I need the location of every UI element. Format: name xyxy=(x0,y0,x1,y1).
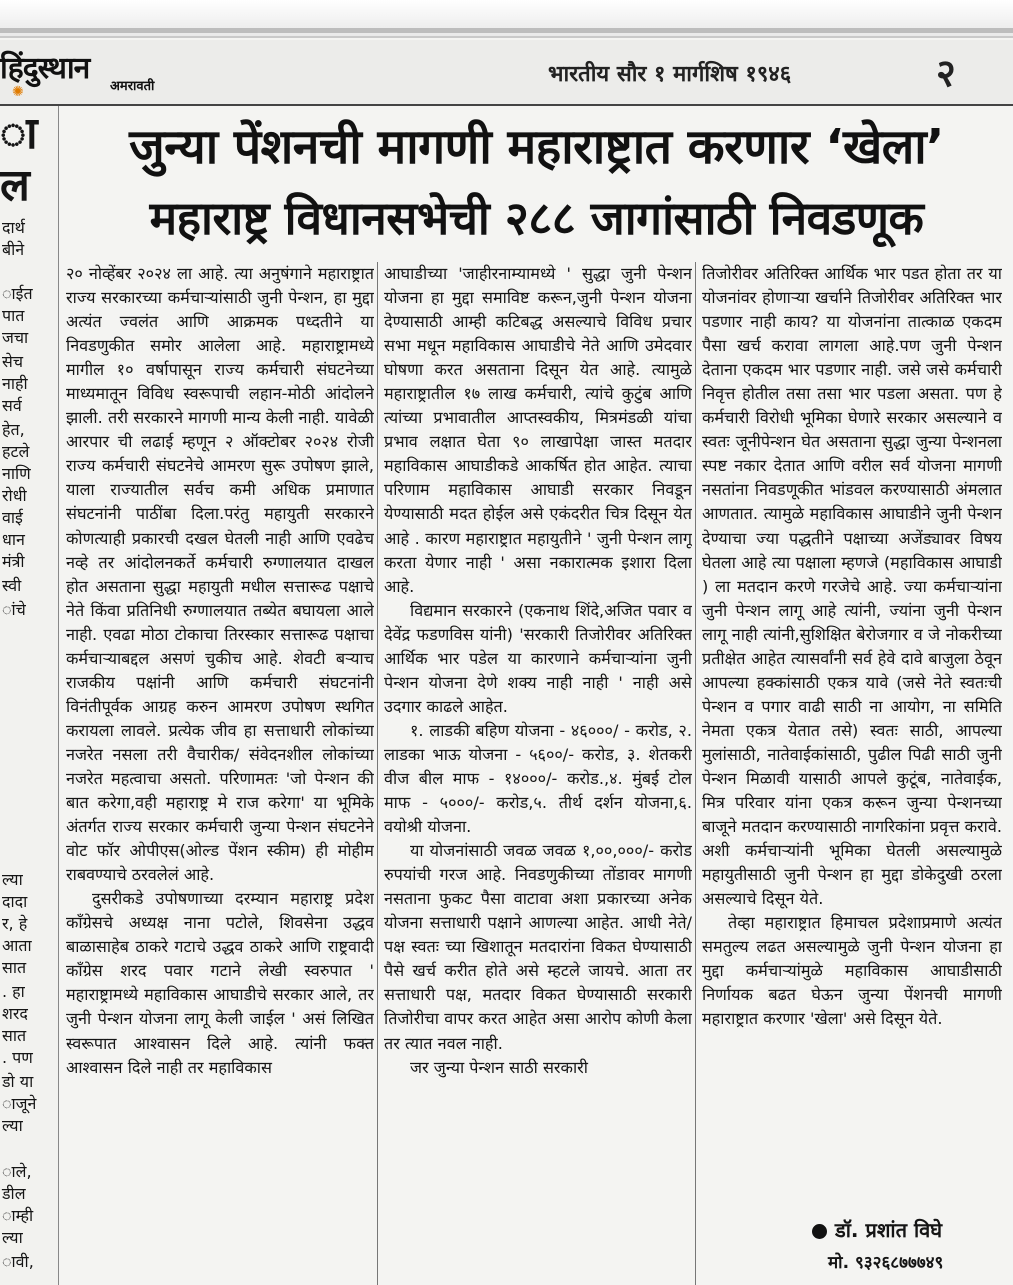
paragraph: या योजनांसाठी जवळ जवळ १,००,०००/- करोड रुपयांची गरज आहे. निवडणुकीच्या तोंडावर मागणी नसताना फुकट पैसा वाटावा अशा प्रकारच्या अनेक योजना सत्ताधारी पक्षाने आणल्या आहेत. आधी नेते/ पक्ष स्वतः च्या खिशातून मतदारांना विकत घेण्यासाठी पैसे खर्च करीत होते असे म्हटले जायचे. आता तर सत्ताधारी पक्ष, मतदार विकत घेण्यासाठी सरकारी तिजोरीचा वापर करत आहेत असा आरोप कोणी केला तर त्यात नवल नाही. xyxy=(384,841,692,1053)
strip-text-fragment: ल्या xyxy=(2,1116,23,1135)
strip-text-fragment: ल्या xyxy=(2,1228,23,1247)
strip-text-fragment: आता xyxy=(2,936,32,955)
adjacent-article-strip xyxy=(0,106,59,1285)
strip-text-fragment: धान xyxy=(2,530,25,549)
strip-text-fragment: पात xyxy=(2,306,25,325)
author-byline xyxy=(812,1216,942,1243)
strip-text-fragment: स्वी xyxy=(2,576,22,595)
paragraph: आघाडीच्या 'जाहीरनाम्यामध्ये ' सुद्धा जुनी पेन्शन योजना हा मुद्दा समाविष्ट करून,जुनी पेन्शन योजना देण्यासाठी आम्ही कटिबद्ध असल्याचे विविध प्रचार सभा मधून महाविकास आघाडीचे नेते आणि उमेदवार घोषणा करत असताना दिसून येत आहे. त्यामुळे महाराष्ट्रातील १७ लाख कर्मचारी, त्यांचे कुटुंब आणि त्यांच्या प्रभावातील आप्तस्वकीय, मित्रमंडळी यांचा प्रभाव लक्षात घेता ९० लाखापेक्षा जास्त मतदार महाविकास आघाडीकडे आकर्षित होत आहेत. त्याचा परिणाम महाविकास आघाडी सरकार निवडून येण्यासाठी मदत होईल असे एकंदरीत चित्र दिसून येत आहे . कारण महाराष्ट्रात महायुतीने ' जुनी पेन्शन लागू करता येणार नाही ' असा नकारात्मक इशारा दिला आहे. xyxy=(384,264,692,596)
strip-text-fragment: सर्व xyxy=(2,396,22,415)
strip-text-fragment: ाम्ही xyxy=(2,1206,34,1225)
bullet-icon xyxy=(812,1224,827,1239)
strip-big-letter: ा xyxy=(0,108,38,159)
strip-big-letter: ल xyxy=(0,160,30,211)
strip-text-fragment: र, हे xyxy=(2,914,28,933)
strip-text-fragment: नाही xyxy=(2,374,28,393)
strip-text-fragment: ाईत xyxy=(2,284,33,303)
page-number: २ xyxy=(936,51,956,95)
strip-text-fragment: रोधी xyxy=(2,486,27,505)
paragraph: २० नोव्हेंबर २०२४ ला आहे. त्या अनुषंगाने महाराष्ट्रात राज्य सरकारच्या कर्मचाऱ्यांसाठी जुनी पेन्शन, हा मुद्दा अत्यंत ज्वलंत आणि आक्रमक पध्दतीने या निवडणुकीत समोर आलेला आहे. महाराष्ट्रामध्ये मागील १० वर्षापासून राज्य कर्मचारी संघटनेच्या माध्यमातून विविध स्वरूपाची लहान-मोठी आंदोलने झाली. तरी सरकारने मागणी मान्य केली नाही. यावेळी आरपार ची लढाई म्हणून २ ऑक्टोबर २०२४ रोजी राज्य कर्मचारी संघटनेचे आमरण सुरू उपोषण झाले, याला राज्यातील सर्वच कमी अधिक प्रमाणात संघटनांनी पाठींबा दिला.परंतु महायुती सरकारने कोणत्याही प्रकारची दखल घेतली नाही आणि एवढेच नव्हे तर आंदोलनकर्ते कर्मचारी रुग्णालयात दाखल होत असताना सुद्धा महायुती मधील सत्तारूढ पक्षाचे नेते किंवा प्रतिनिधी रुग्णालयात तब्येत बघायला आले नाही. एवढा मोठा टोकाचा तिरस्कार सत्तारूढ पक्षाचा कर्मचाऱ्याबद्दल असणं चुकीच आहे. शेवटी बऱ्याच राजकीय पक्षांनी आणि कर्मचारी संघटनांनी विनंतीपूर्वक आग्रह करुन आमरण उपोषण स्थगित करायला लावले. प्रत्येक जीव हा सत्ताधारी लोकांच्या नजरेत नसला तरी वैचारीक/ संवेदनशील लोकांच्या नजरेत महत्वाचा असतो. परिणामतः 'जो पेन्शन की बात करेगा,वही महाराष्ट्र मे राज करेगा' या भूमिके अंतर्गत राज्य सरकार कर्मचारी जुन्या पेन्शन संघटनेने वोट फॉर ओपीएस(ओल्ड पेंशन स्कीम) ही मोहीम राबवण्याचे ठरवलेलं आहे. xyxy=(66,264,374,885)
column-divider xyxy=(695,262,696,1285)
article-column-2 xyxy=(384,262,692,1285)
author-mobile: मो. ९३२६८७७७४९ xyxy=(828,1253,944,1273)
strip-text-fragment: सेच xyxy=(2,352,23,371)
headline-primary: जुन्या पेंशनची मागणी महाराष्ट्रात करणार ‘खेला’ xyxy=(129,119,944,175)
headline-secondary: महाराष्ट्र विधानसभेची २८८ जागांसाठी निवडणूक xyxy=(149,191,924,245)
strip-text-fragment: ल्या xyxy=(2,870,23,889)
strip-text-fragment: शरद xyxy=(2,1004,28,1023)
paragraph: दुसरीकडे उपोषणाच्या दरम्यान महाराष्ट्र प्रदेश काँग्रेसचे अध्यक्ष नाना पटोले, शिवसेना उद्धव बाळासाहेब ठाकरे गटाचे उद्धव ठाकरे आणि राष्ट्रवादी कॉंग्रेस शरद पवार गटाने लेखी स्वरुपात ' महाराष्ट्रामध्ये महाविकास आघाडीचे सरकार आले, तर जुनी पेन्शन योजना लागू केली जाईल ' असं लिखित स्वरूपात आश्वासन दिले आहे. त्यांनी फक्त आश्वासन दिले नाही तर महाविकास xyxy=(66,889,374,1077)
strip-text-fragment: वाई xyxy=(2,508,23,527)
newspaper-brand: हिंदुस्थान xyxy=(0,51,90,86)
strip-text-fragment: . हा xyxy=(2,982,25,1001)
strip-text-fragment: हेत, xyxy=(2,420,25,439)
strip-text-fragment: . पण xyxy=(2,1048,33,1067)
strip-text-fragment: ाले, xyxy=(2,1162,32,1181)
strip-text-fragment: दादा xyxy=(2,892,28,911)
strip-text-fragment: डील xyxy=(2,1184,26,1203)
paragraph: तिजोरीवर अतिरिक्त आर्थिक भार पडत होता तर या योजनांवर होणाऱ्या खर्चाने तिजोरीवर अतिरिक्त भार पडणार नाही काय? या योजनांना तात्काळ एकदम पैसा खर्च करावा लागला आहे.पण जुनी पेन्शन देताना एकदम भार पडणार नाही. जसे जसे कर्मचारी निवृत्त होतील तसा तसा भार पडला असता. पण हे कर्मचारी विरोधी भूमिका घेणारे सरकार असल्याने व स्वतः जूनीपेन्शन घेत असताना सुद्धा जुन्या पेन्शनला स्पष्ट नकार देतात आणि वरील सर्व योजना मागणी नसतांना निवडणूकीत भांडवल करण्यासाठी अंमलात आणतात. त्यामुळे महाविकास आघाडीने जुनी पेन्शन देण्याचा ज्या पद्धतीने पक्षाच्या अजेंड्यावर विषय घेतला आहे त्या पक्षाला म्हणजे (महाविकास आघाडी ) ला मतदान करणे गरजेचे आहे. ज्या कर्मचाऱ्यांना जुनी पेन्शन लागू आहे त्यांनी, ज्यांना जुनी पेन्शन लागू नाही त्यांनी,सुशिक्षित बेरोजगार व जे नोकरीच्या प्रतीक्षेत आहेत त्यासर्वांनी सर्व हेवे दावे बाजुला ठेवून आपल्या हक्कांसाठी एकत्र यावे (जसे नेते स्वतःची पेन्शन व पगार वाढी साठी ना आयोग, ना समिति नेमता एकत्र येतात तसे) स्वतः साठी, आपल्या मुलांसाठी, नातेवाईकांसाठी, पुढील पिढी साठी जुनी पेन्शन मिळावी यासाठी आपले कुटूंब, नातेवाईक, मित्र परिवार यांना एकत्र करून जुन्या पेन्शनच्या बाजूने मतदान करण्यासाठी नागरिकांना प्रवृत्त करावे. अशी कर्मचाऱ्यांनी भूमिका घेतली असल्यामुळे महायुतीसाठी जुनी पेन्शन हा मुद्दा डोकेदुखी ठरला असल्याचे दिसून येते. xyxy=(702,264,1002,909)
top-rule xyxy=(0,28,1013,33)
article-column-1 xyxy=(66,262,374,1285)
strip-text-fragment: मंत्री xyxy=(2,552,25,571)
paragraph: १. लाडकी बहिण योजना - ४६०००/ - करोड, २. लाडका भाऊ योजना - ५६००/- करोड, ३. शेतकरी वीज बील माफ - १४०००/- करोड.,४. मुंबई टोल माफ - ५०००/- करोड,५. तीर्थ दर्शन योजना,६. वयोश्री योजना. xyxy=(384,720,692,837)
strip-text-fragment: ाजूने xyxy=(2,1094,37,1113)
sun-logo-icon: ✺ xyxy=(12,84,24,100)
strip-text-fragment: दार्थ xyxy=(2,218,25,237)
strip-text-fragment: डो या xyxy=(2,1072,34,1091)
strip-text-fragment: ावी, xyxy=(2,1252,34,1271)
author-name: डॉ. प्रशांत विघे xyxy=(835,1218,943,1242)
edition-city: अमरावती xyxy=(110,79,155,94)
strip-text-fragment: सात xyxy=(2,958,27,977)
strip-text-fragment: सात xyxy=(2,1026,27,1045)
strip-text-fragment: नाणि xyxy=(2,464,31,483)
strip-text-fragment: ांचे xyxy=(2,600,26,619)
masthead xyxy=(0,40,1013,106)
paragraph: जर जुन्या पेन्शन साठी सरकारी xyxy=(410,1057,588,1077)
strip-text-fragment: जचा xyxy=(2,328,29,347)
strip-text-fragment: हटले xyxy=(2,442,30,461)
article-column-3 xyxy=(702,262,1002,1210)
dateline: भारतीय सौर १ मार्गशिष १९४६ xyxy=(548,62,792,87)
paragraph: विद्यमान सरकारने (एकनाथ शिंदे,अजित पवार व देवेंद्र फडणविस यांनी) 'सरकारी तिजोरीवर अतिरिक्त आर्थिक भार पडेल या कारणाने कर्मचाऱ्यांना जुनी पेन्शन योजना देणे शक्य नाही नाही ' नाही असे उदगार काढले आहेत. xyxy=(384,600,692,716)
paragraph: तेव्हा महाराष्ट्रात हिमाचल प्रदेशाप्रमाणे अत्यंत समतुल्य लढत असल्यामुळे जुनी पेन्शन योजना हा मुद्दा कर्मचाऱ्यांमुळे महाविकास आघाडीसाठी निर्णायक बढत घेऊन जुन्या पेंशनची मागणी महाराष्ट्रात करणार 'खेला' असे दिसून येते. xyxy=(702,913,1002,1029)
strip-text-fragment: बीने xyxy=(2,240,25,259)
column-divider xyxy=(377,262,378,1285)
